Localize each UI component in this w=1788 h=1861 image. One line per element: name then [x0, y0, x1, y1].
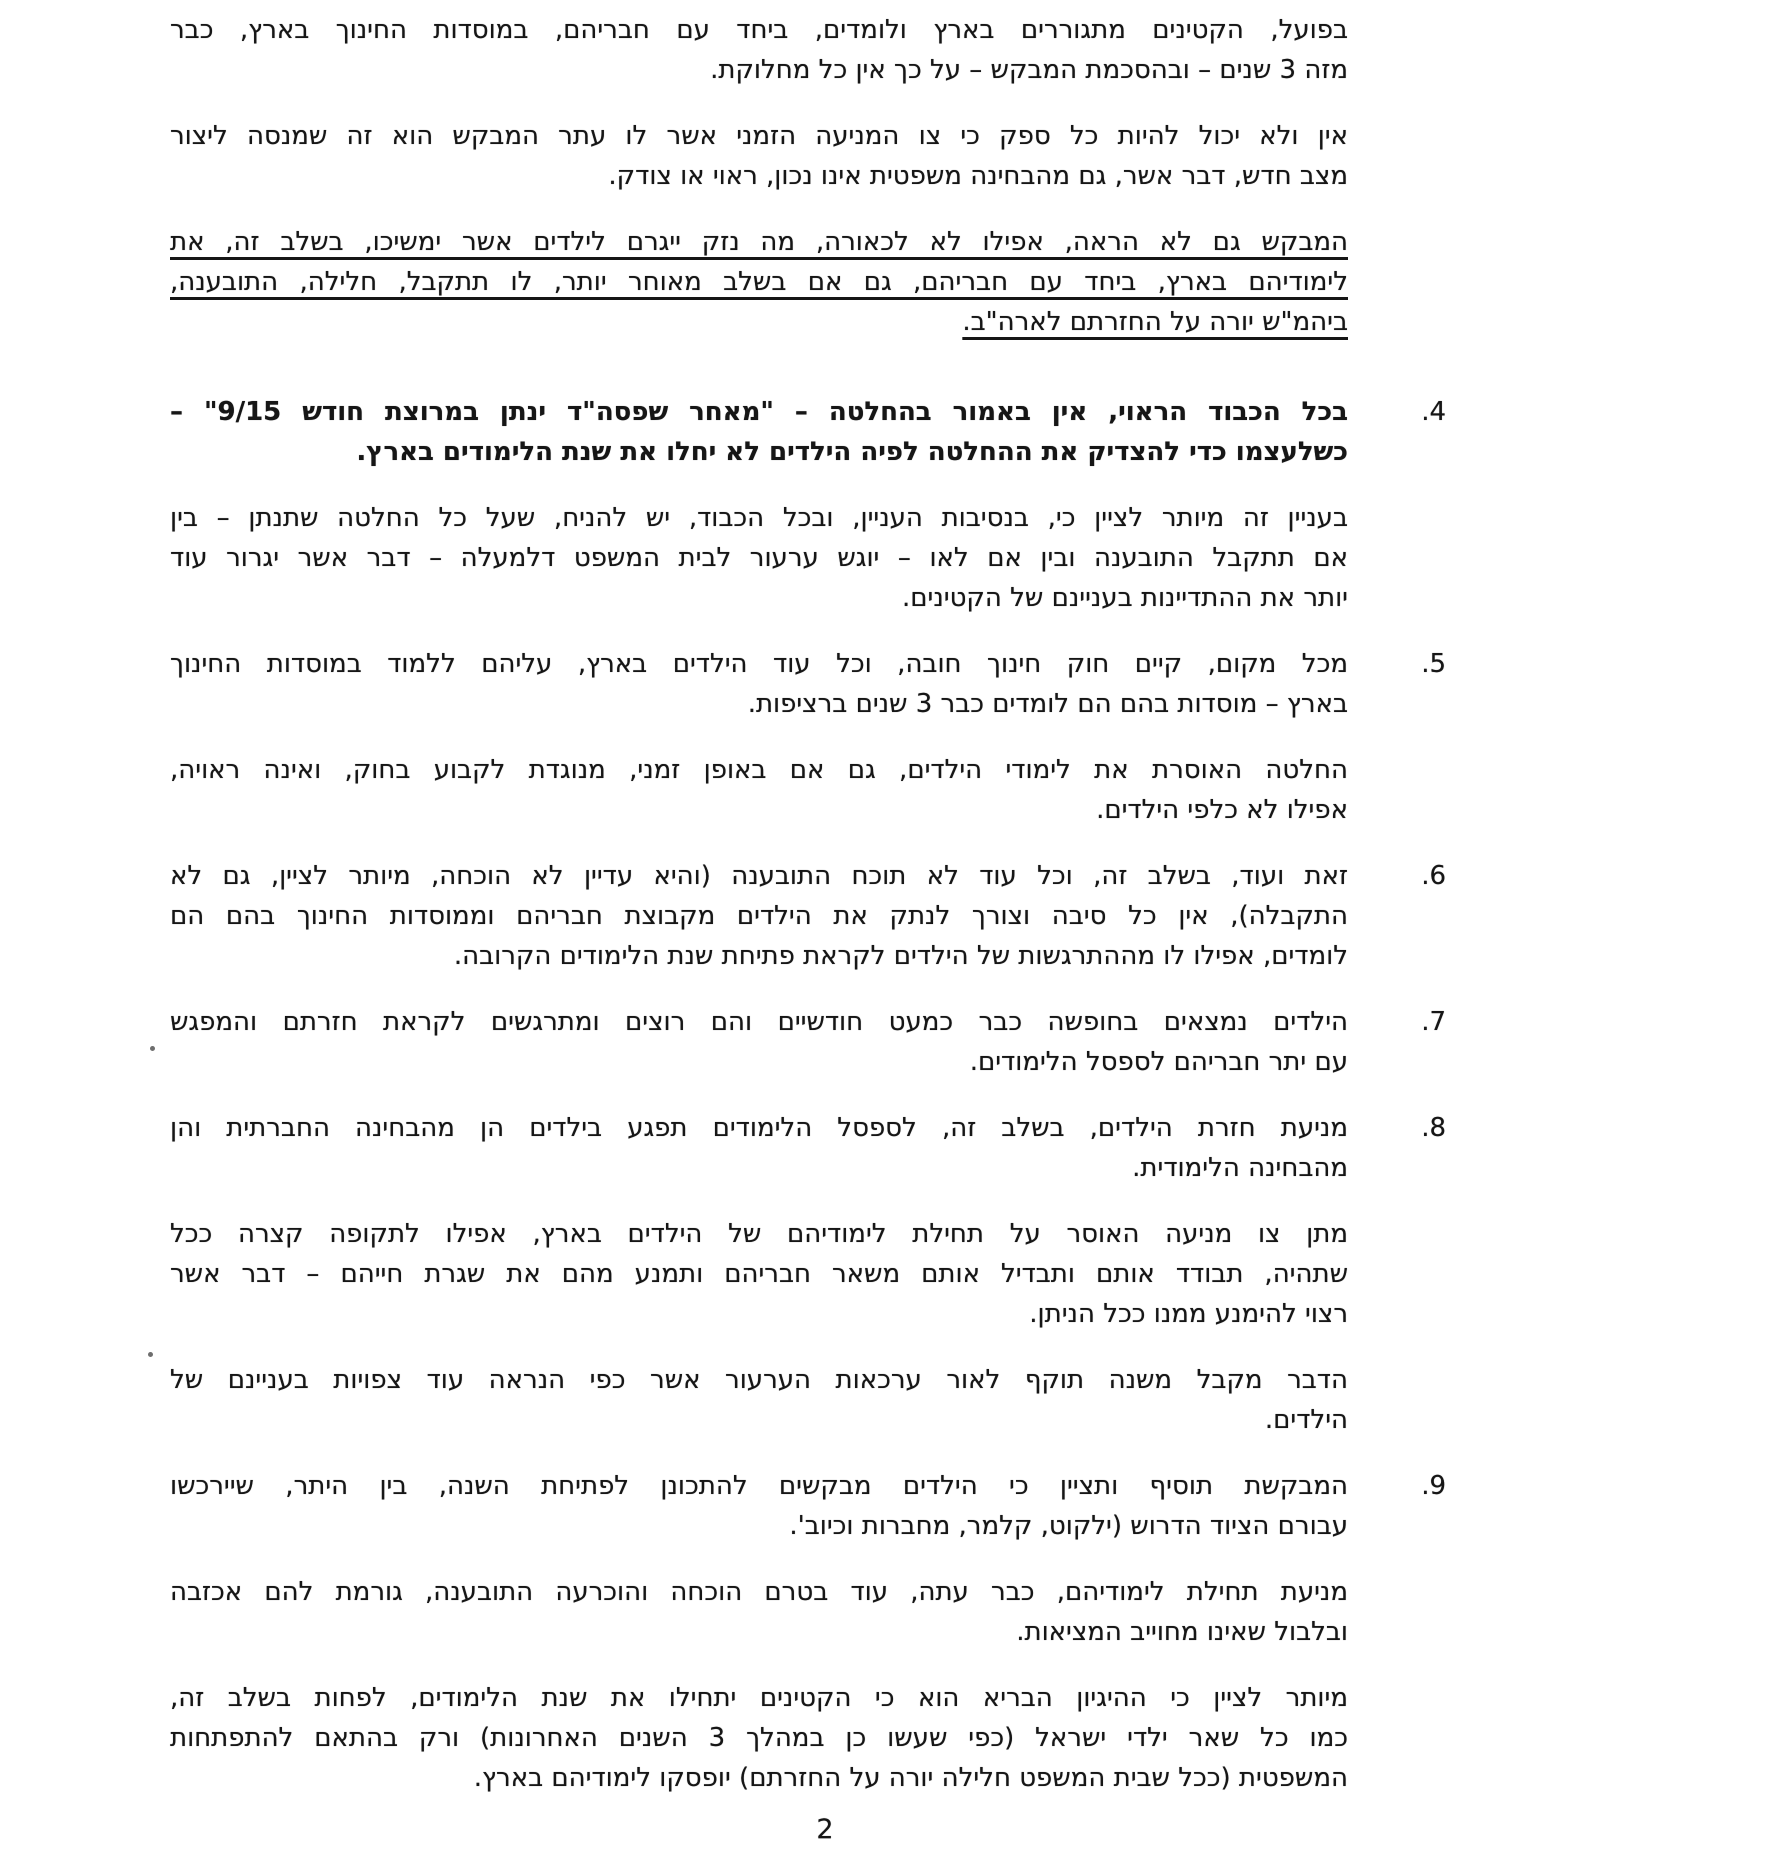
- text-line: החלטה האוסרת את לימודי הילדים, גם אם באופן זמני, מנוגדת לקבוע בחוק, ואינה ראויה,: [170, 755, 1348, 785]
- paragraph-text: [170, 392, 1348, 472]
- text-line: מיותר לציין כי ההיגיון הבריא הוא כי הקטינים יתחילו את שנת הלימודים, לפחות בשלב זה,: [170, 1683, 1348, 1713]
- text-line: ובלבול שאינו מחוייב המציאות.: [1016, 1617, 1348, 1647]
- text-line: אפילו לא כלפי הילדים.: [1096, 795, 1348, 825]
- paragraph: [170, 1360, 1348, 1440]
- text-line: המשפטית (ככל שבית המשפט חלילה יורה על החזרתם) יופסקו לימודיהם בארץ.: [473, 1763, 1348, 1793]
- text-line: כמו כל שאר ילדי ישראל (כפי שעשו כן במהלך 3 השנים האחרונות) ורק בהתאם להתפתחות: [170, 1723, 1348, 1753]
- item-number: 9.: [1421, 1471, 1446, 1501]
- item-number: 6.: [1421, 861, 1446, 891]
- text-line: מכל מקום, קיים חוק חינוך חובה, וכל עוד הילדים בארץ, עליהם ללמוד במוסדות החינוך: [170, 649, 1348, 679]
- paragraph: [170, 222, 1348, 342]
- text-line: אין ולא יכול להיות כל ספק כי צו המניעה הזמני אשר לו עתר המבקש הוא זה שמנסה ליצור: [170, 121, 1348, 151]
- numbered-paragraph: [170, 856, 1446, 976]
- text-line: לומדים, אפילו לו מההתרגשות של הילדים לקראת פתיחת שנת הלימודים הקרובה.: [453, 941, 1348, 971]
- item-number: 7.: [1421, 1007, 1446, 1037]
- numbered-paragraph: [170, 392, 1446, 472]
- paragraph-text: [170, 1360, 1348, 1440]
- paragraph-text: [170, 750, 1348, 830]
- paragraph-text: [170, 856, 1348, 976]
- numbered-paragraph: [170, 1108, 1446, 1188]
- text-line: מתן צו מניעה האוסר על תחילת לימודיהם של הילדים בארץ, אפילו לתקופה קצרה ככל: [170, 1219, 1348, 1249]
- paragraph: [170, 498, 1348, 618]
- text-line: המבקשת תוסיף ותציין כי הילדים מבקשים להתכונן לפתיחת השנה, בין היתר, שיירכשו: [170, 1471, 1348, 1501]
- paragraph-text: [170, 116, 1348, 196]
- paragraph-text: [170, 222, 1348, 342]
- text-line: לימודיהם בארץ, ביחד עם חבריהם, גם אם בשלב מאוחר יותר, לו תתקבל, חלילה, התובענה,: [170, 267, 1348, 297]
- text-line: מניעת חזרת הילדים, בשלב זה, לספסל הלימודים תפגע בילדים הן מהבחינה החברתית והן: [170, 1113, 1348, 1143]
- paragraph-text: [170, 1466, 1348, 1546]
- numbered-paragraph: [170, 1466, 1446, 1546]
- text-line: יותר את ההתדיינות בעניינם של הקטינים.: [902, 583, 1348, 613]
- paragraph-text: [170, 1572, 1348, 1652]
- text-line: הילדים.: [1264, 1405, 1348, 1435]
- item-number: 5.: [1421, 649, 1446, 679]
- paragraph: [170, 1572, 1348, 1652]
- paragraph-text: [170, 644, 1348, 724]
- paragraph-text: [170, 10, 1348, 90]
- text-line: מהבחינה הלימודית.: [1132, 1153, 1348, 1183]
- text-line: הילדים נמצאים בחופשה כבר כמעט חודשיים והם רוצים ומתרגשים לקראת חזרתם והמפגש: [170, 1007, 1348, 1037]
- text-line: רצוי להימנע ממנו ככל הניתן.: [1029, 1299, 1348, 1329]
- numbered-paragraph: [170, 1002, 1446, 1082]
- paragraph-text: [170, 1678, 1348, 1798]
- paragraph-text: [170, 1002, 1348, 1082]
- text-line: כשלעצמו כדי להצדיק את ההחלטה לפיה הילדים לא יחלו את שנת הלימודים בארץ.: [356, 437, 1348, 467]
- paragraph: [170, 116, 1348, 196]
- text-line: מזה 3 שנים – ובהסכמת המבקש – על כך אין כל מחלוקת.: [710, 55, 1348, 85]
- paragraph: [170, 1214, 1348, 1334]
- text-line: שתהיה, תבודד אותם ותבדיל אותם משאר חבריהם ותמנע מהם את שגרת חייהם – דבר אשר: [170, 1259, 1348, 1289]
- text-line: מניעת תחילת לימודיהם, כבר עתה, עוד בטרם הוכחה והוכרעה התובענה, גורמת להם אכזבה: [170, 1577, 1348, 1607]
- item-number: 8.: [1421, 1113, 1446, 1143]
- text-line: ביהמ"ש יורה על החזרתם לארה"ב.: [962, 307, 1348, 337]
- text-line: בעניין זה מיותר לציין כי, בנסיבות העניין, ובכל הכבוד, יש להניח, שעל כל החלטה שתנתן – בין: [170, 503, 1348, 533]
- text-line: המבקש גם לא הראה, אפילו לא לכאורה, מה נזק ייגרם לילדים אשר ימשיכו, בשלב זה, את: [170, 227, 1348, 257]
- text-line: התקבלה), אין כל סיבה וצורך לנתק את הילדים מקבוצת חבריהם וממוסדות החינוך בהם הם: [170, 901, 1348, 931]
- ink-speckle: [150, 1046, 155, 1051]
- paragraph-text: [170, 1214, 1348, 1334]
- text-line: הדבר מקבל משנה תוקף לאור ערכאות הערעור אשר כפי הנראה עוד צפויות בעניינם של: [170, 1365, 1348, 1395]
- numbered-paragraph: [170, 644, 1446, 724]
- text-line: עבורם הציוד הדרוש (ילקוט, קלמר, מחברות וכיוב'.: [789, 1511, 1348, 1541]
- paragraph: [170, 10, 1348, 90]
- paragraph-text: [170, 1108, 1348, 1188]
- paragraph-text: [170, 498, 1348, 618]
- page-number: 2: [816, 1814, 834, 1845]
- text-line: אם תתקבל התובענה ובין אם לאו – יוגש ערעור לבית המשפט דלמעלה – דבר אשר יגרור עוד: [170, 543, 1348, 573]
- item-number: 4.: [1421, 397, 1446, 427]
- ink-speckle: [148, 1352, 153, 1357]
- text-line: עם יתר חבריהם לספסל הלימודים.: [969, 1047, 1348, 1077]
- text-line: בפועל, הקטינים מתגוררים בארץ ולומדים, ביחד עם חבריהם, במוסדות החינוך בארץ, כבר: [170, 15, 1348, 45]
- paragraph: [170, 750, 1348, 830]
- text-line: מצב חדש, דבר אשר, גם מהבחינה משפטית אינו נכון, ראוי או צודק.: [608, 161, 1348, 191]
- text-line: בארץ – מוסדות בהם הם לומדים כבר 3 שנים ברציפות.: [747, 689, 1348, 719]
- text-line: זאת ועוד, בשלב זה, וכל עוד לא תוכח התובענה (והיא עדיין לא הוכחה, מיותר לציין, גם לא: [170, 861, 1348, 891]
- paragraph: [170, 1678, 1348, 1798]
- text-line: בכל הכבוד הראוי, אין באמור בהחלטה – "מאחר שפסה"ד ינתן במרוצת חודש 9/15" –: [170, 397, 1348, 427]
